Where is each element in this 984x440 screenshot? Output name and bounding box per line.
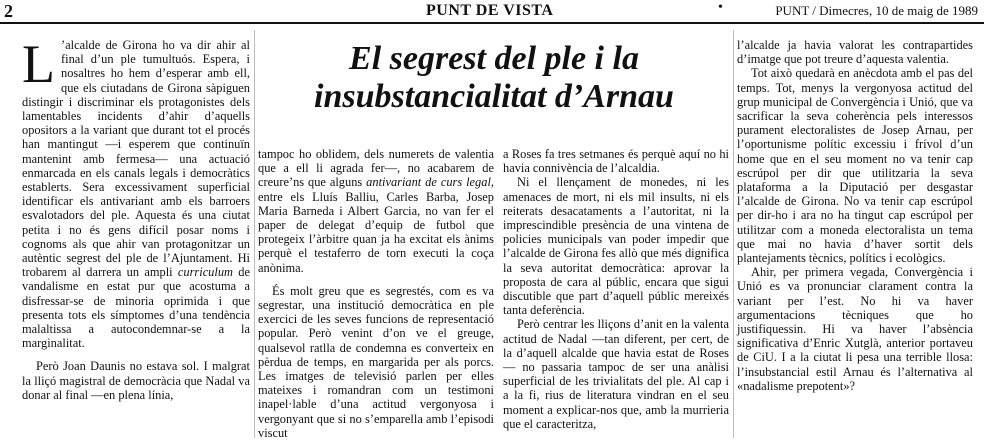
- paragraph: L ’alcalde de Girona ho va dir ahir al final d’un ple tumultuós. Espera, i nosaltres ho hem d’esperar amb ell, que els ciutadans de Girona sàpiguen distingir i discriminar els protagonistes dels lamentables incidents d’ahir d’aquells opositors a la variant que durant tot el procés han mantingut —i esperem que continuïn mantenint amb fermesa— una actuació enmarcada en els canals legals i democràtics establerts. Sera excessivament superficial identificar els antivariant amb els barroers esvalotadors del ple. Aquesta és una ciutat petita i no és gens difícil posar noms i cognoms als que ahir van protagonitzar un autèntic segrest del ple de l’Ajuntament. Hi trobarem al darrera un ampli curriculum de vandalisme en estat pur que acostuma a disfressar-se de minoria oprimida i que presenta tots els símptomes d’una tendència malaltissa a autocondemnar-se a la marginalitat.: [22, 34, 250, 351]
- headline-line-2: insubstancialitat d’Arnau: [314, 78, 674, 115]
- column-4: [737, 38, 973, 393]
- paragraph: Tot això quedarà en anècdota amb el pas del temps. Tot, menys la vergonyosa actitud del grup municipal de Convergència i Unió, que va sacrificar la seva coherència pels interessos purament electoralistes de Josep Arnau, per l’oportunisme polític excessiu i frívol d’un home que en el seu moment no va tenir cap escrúpol per dir que utilitzaria la seva plataforma a la Diputació per desgastar l’alcalde de Girona. No va tenir cap escrúpol per dir-ho i ara no ha tingut cap escrúpol per utilitzar com a moneda electoralista un tema que mai no havia d’haver sortit dels plantejaments tècnics, polítics i ecològics.: [737, 66, 973, 266]
- paragraph: És molt greu que es segrestés, com es va segrestar, una institució democràtica en ple exercici de les seves funcions de representació popular. Però venint d’on ve el greuge, qualsevol ratlla de condemna es converteix en pèrdua de temps, en margarida per als porcs. Les imatges de televisió parlen per elles mateixes i romandran com un testimoni inapel·lable d’una actitud vergonyosa i vergonyant que si no s’emparella amb l’episodi viscut: [258, 283, 494, 440]
- section-title: PUNT DE VISTA: [426, 2, 554, 19]
- paragraph: tampoc ho oblidem, dels numerets de valentia que a ell li agrada fer—, no acabarem de creure’ns que alguns antivariant de curs legal, entre els Lluís Balliu, Carles Barba, Josep Maria Barneda i Albert Garcia, no van fer el paper de delegat d’equip de futbol que protegeix l’àrbitre quan ja ha excitat els ànims perquè el testaferro de torn executi la coça anònima.: [258, 147, 494, 275]
- column-2: [258, 147, 494, 440]
- column-3: [503, 147, 729, 431]
- dateline: PUNT / Dimecres, 10 de maig de 1989: [775, 3, 978, 18]
- italic-term: curriculum: [177, 265, 233, 280]
- headline-line-1: El segrest del ple i la: [349, 40, 639, 77]
- column-divider: [254, 30, 255, 438]
- paragraph: Però Joan Daunis no estava sol. I malgrat la lliçó magistral de democràcia que Nadal va donar al final —en plena línia,: [22, 359, 250, 402]
- drop-cap: L: [22, 34, 55, 94]
- column-1: [22, 34, 250, 402]
- bullet-dot: •: [718, 0, 723, 15]
- paragraph: Però centrar les lliçons d’anit en la valenta actitud de Nadal —tan diferent, per cert, de la d’aquell alcalde que havia estat de Roses— no passaria tampoc de ser una anàlisi superficial de les trivialitats del ple. Al cap i a la fi, rius de literatura vindran en el seu moment a explicar-nos que, amb la murrieria que el caracteritza,: [503, 317, 729, 431]
- article-headline: [262, 40, 726, 116]
- italic-term: antivariant de curs legal: [366, 175, 491, 190]
- masthead: [0, 0, 984, 24]
- masthead-rule: [0, 22, 984, 24]
- paragraph: l’alcalde ja havia valorat les contrapartides d’imatge que pot treure d’aquesta valentia.: [737, 38, 973, 67]
- column-divider: [733, 30, 734, 438]
- paragraph: a Roses fa tres setmanes és perquè aquí no hi havia connivència de l’alcaldia.: [503, 147, 729, 176]
- paragraph: Ahir, per primera vegada, Convergència i Unió es va pronunciar clarament contra la variant per l’est. No hi va haver argumentacions tècniques que ho justifiquessin. Hi va haver l’absència significativa d’Enric Xutglà, anterior portaveu de CiU. I a la ciutat li pesa una terrible llosa: l’insubstancial estil Arnau és l’alternativa al «nadalisme prepotent»?: [737, 265, 973, 393]
- paragraph: Ni el llençament de monedes, ni les amenaces de mort, ni els mil insults, ni els reiterats desacataments a l’autoritat, ni la imprescindible presència de una vintena de policies municipals van poder impedir que l’alcalde de Girona fes allò que més dignifica la seva autoritat democràtica: aprovar la proposta de cara al públic, encara que sigui discutible que part d’aquell públic mereixés tanta deferència.: [503, 175, 729, 318]
- page-number: 2: [4, 1, 13, 21]
